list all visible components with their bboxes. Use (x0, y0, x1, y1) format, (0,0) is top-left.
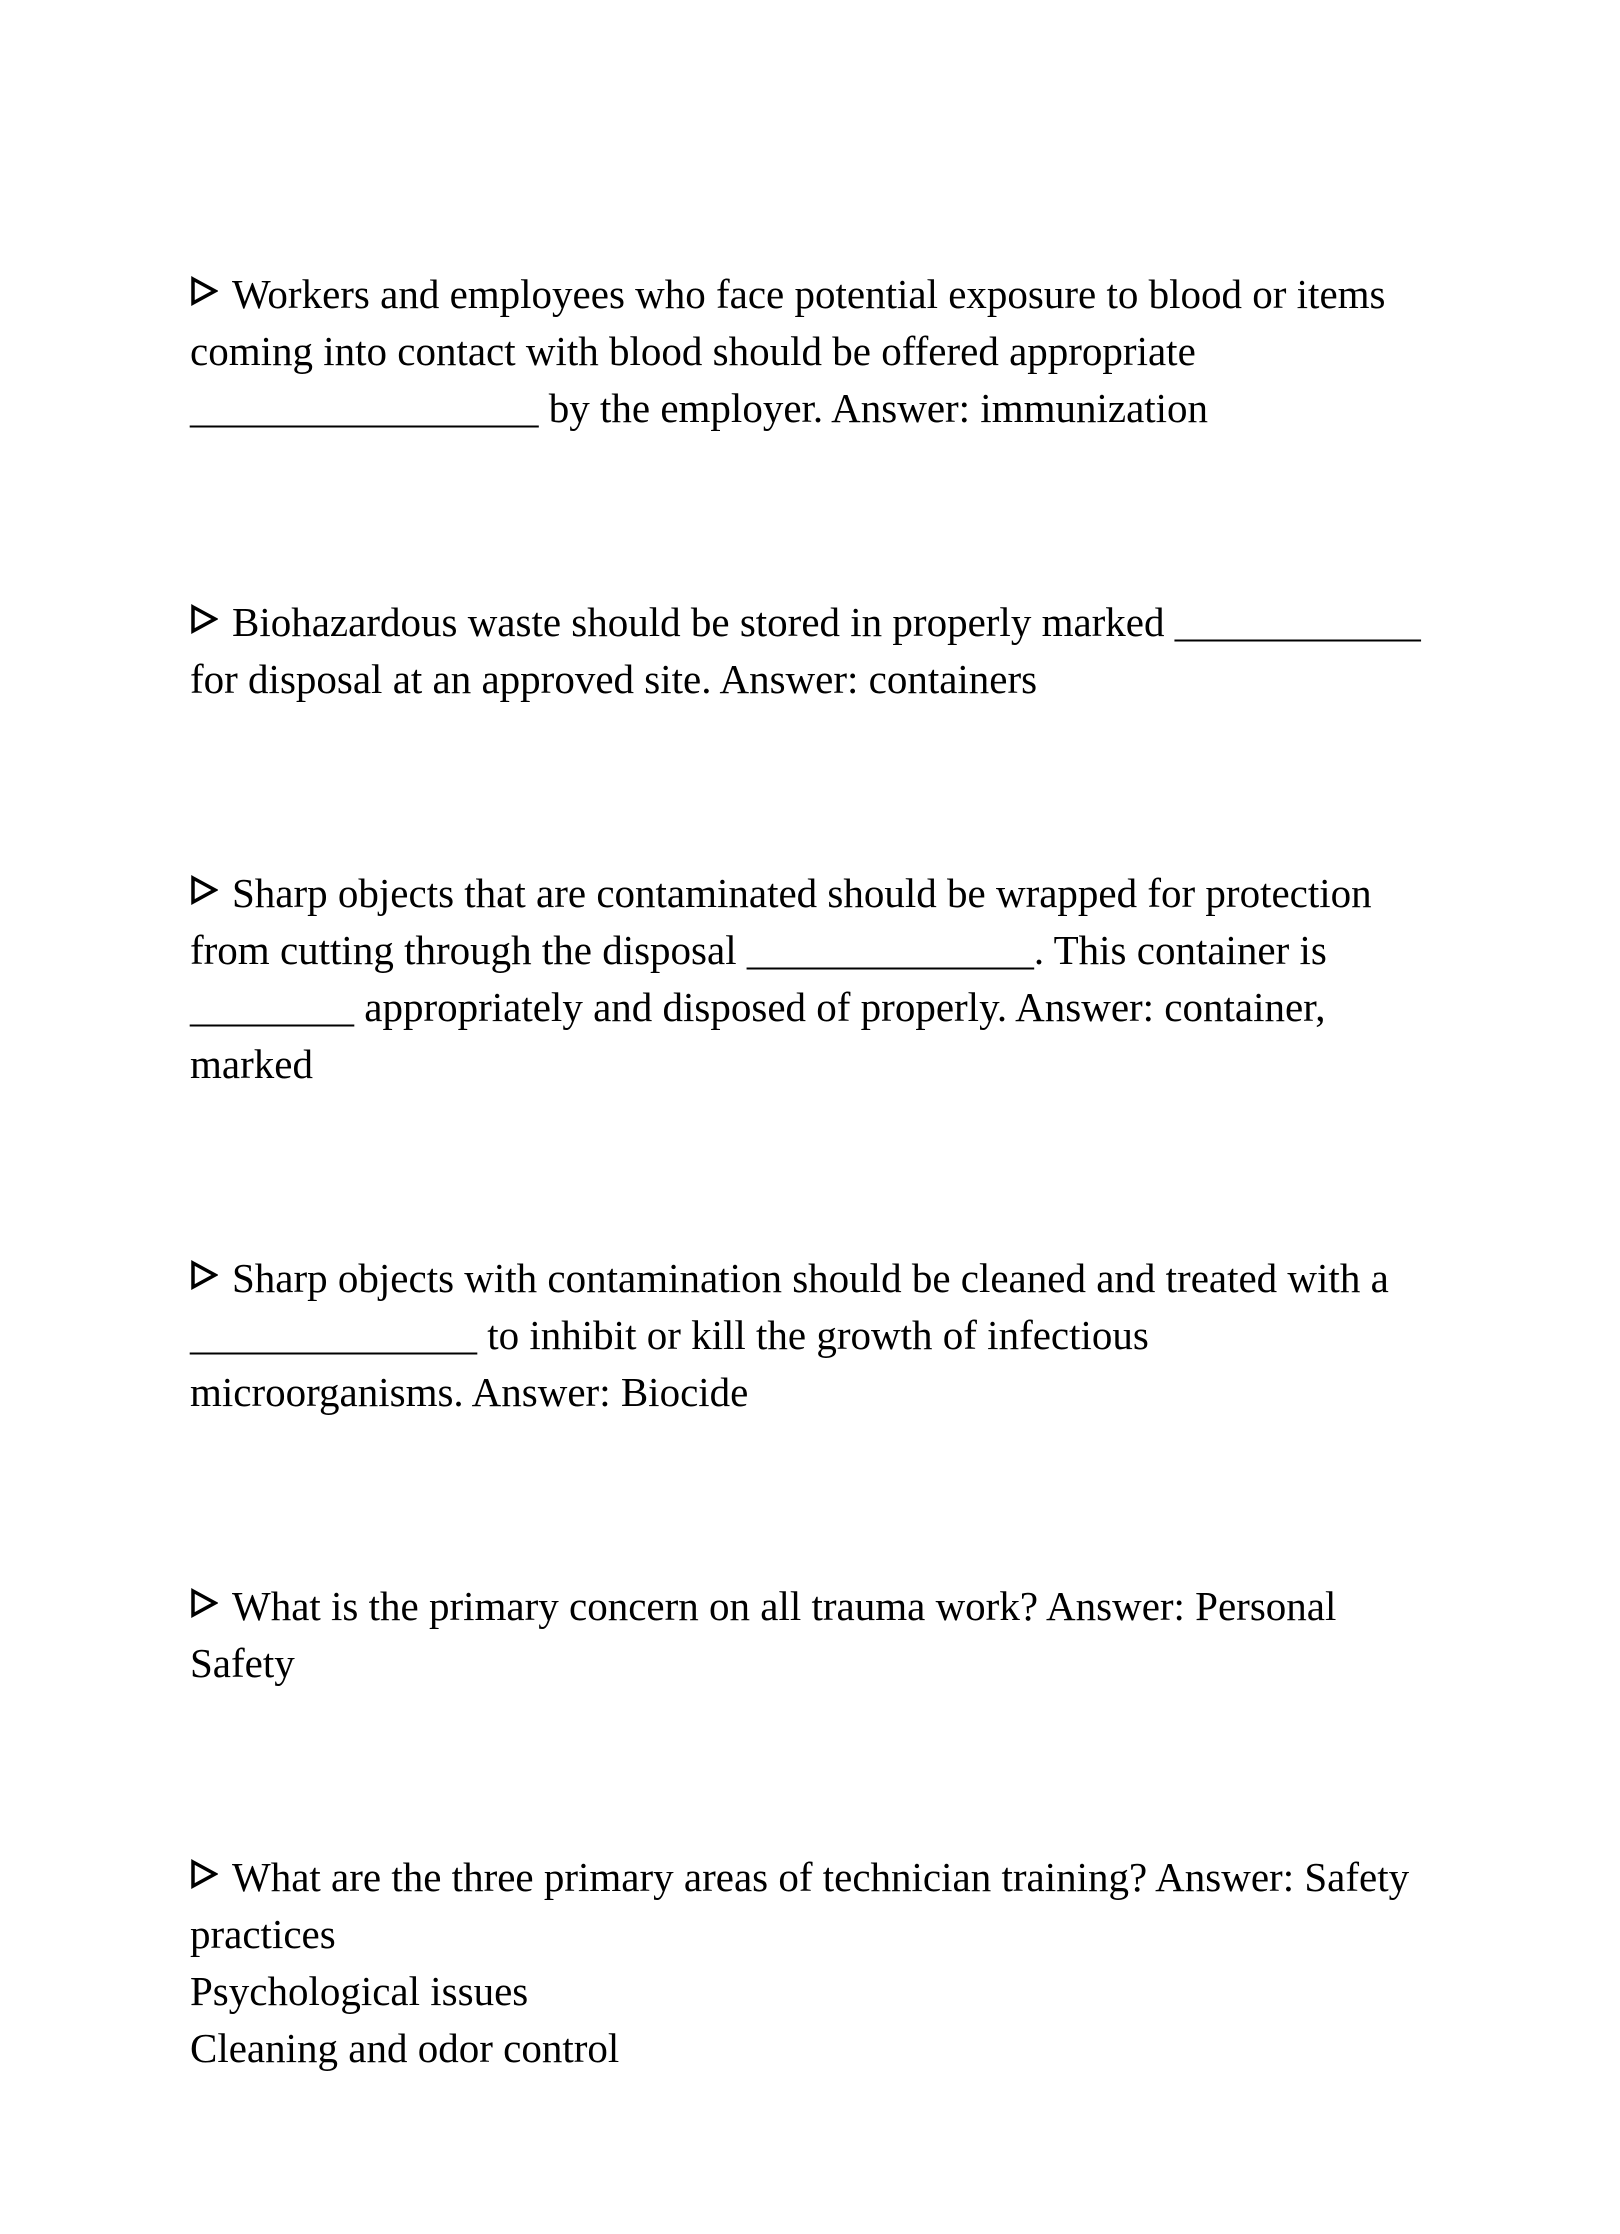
triangle-bullet-icon (190, 275, 222, 311)
triangle-bullet-icon (190, 603, 222, 639)
question-paragraph (190, 865, 1430, 1093)
question-paragraph (190, 1849, 1430, 1963)
triangle-bullet-icon (190, 874, 222, 910)
triangle-bullet-icon (190, 1259, 222, 1295)
question-item (190, 1849, 1430, 2077)
document-page (190, 266, 1430, 2234)
question-item (190, 1250, 1430, 1421)
question-item (190, 594, 1430, 708)
question-item (190, 266, 1430, 437)
question-text: What is the primary concern on all trauma work? Answer: Personal Safety (190, 1583, 1337, 1686)
question-text: Sharp objects that are contaminated should be wrapped for protection from cutting through the disposal ______________. This container is ________ appropriately and disposed of properly. Answer: container, marked (190, 870, 1372, 1087)
question-paragraph (190, 1578, 1430, 1692)
question-text: Sharp objects with contamination should be cleaned and treated with a ______________ to inhibit or kill the growth of infectious microorganisms. Answer: Biocide (190, 1255, 1389, 1415)
answer-line: Psychological issues (190, 1968, 529, 2014)
question-text: Biohazardous waste should be stored in properly marked ____________ for disposal at an approved site. Answer: containers (190, 599, 1421, 702)
question-paragraph (190, 266, 1430, 437)
question-item (190, 1578, 1430, 1692)
question-item (190, 865, 1430, 1093)
answer-line: Cleaning and odor control (190, 2025, 620, 2071)
question-paragraph (190, 594, 1430, 708)
triangle-bullet-icon (190, 1858, 222, 1894)
question-paragraph (190, 1250, 1430, 1421)
question-text: What are the three primary areas of technician training? Answer: Safety practices (190, 1854, 1410, 1957)
triangle-bullet-icon (190, 1587, 222, 1623)
question-text: Workers and employees who face potential exposure to blood or items coming into contact with blood should be offered appropriate _________________ by the employer. Answer: immunization (190, 271, 1386, 431)
